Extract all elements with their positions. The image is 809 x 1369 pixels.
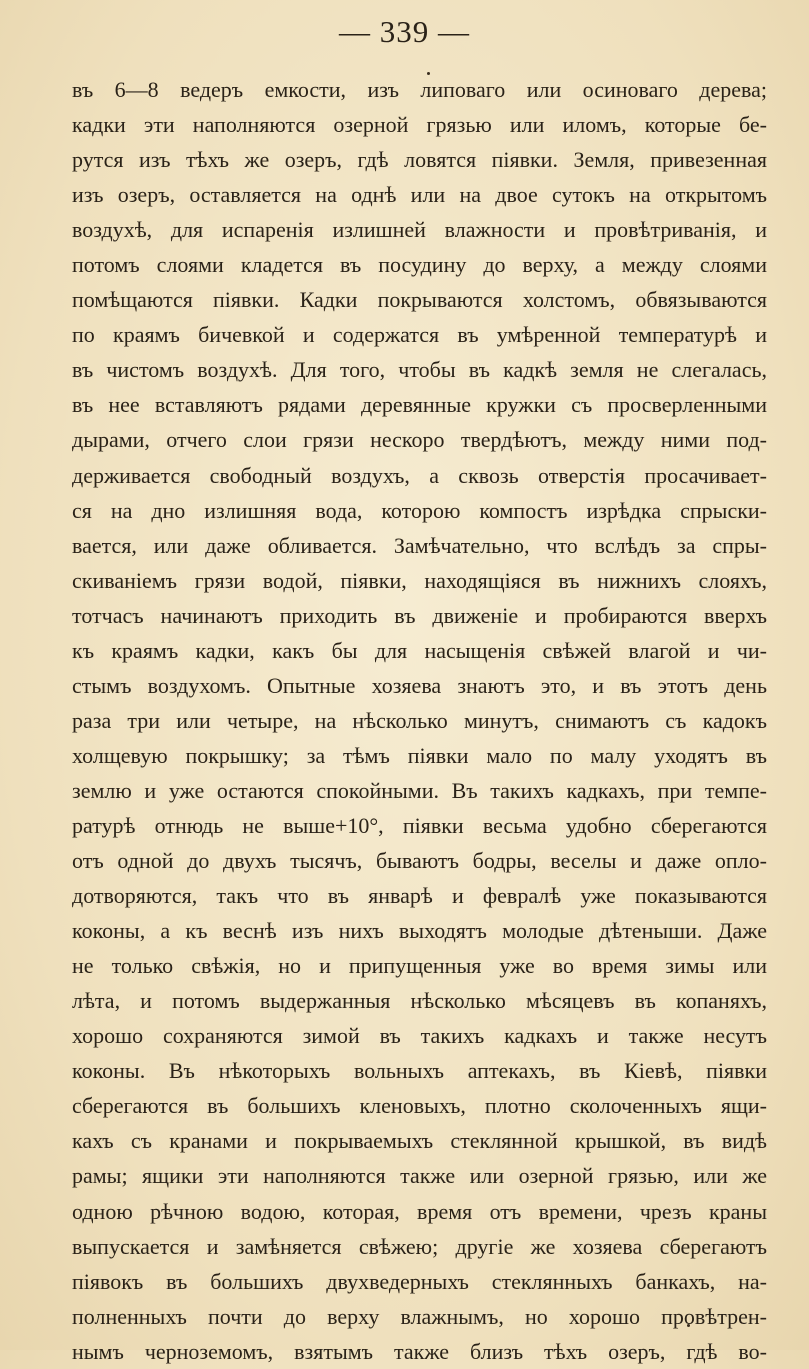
text-line: къ краямъ кадки, какъ бы для насыщенія свѣжей влагой и чи- — [72, 637, 767, 663]
text-line: по краямъ бичевкой и содержатся въ умѣренной температурѣ и — [72, 322, 767, 348]
text-line: хорошо сохраняются зимой въ такихъ кадкахъ и также несутъ — [72, 1023, 767, 1049]
text-line: въ чистомъ воздухѣ. Для того, чтобы въ кадкѣ земля не слегалась, — [72, 357, 767, 383]
text-line: коконы. Въ нѣкоторыхъ вольныхъ аптекахъ, въ Кіевѣ, піявки — [72, 1058, 767, 1084]
text-line: изъ озеръ, оставляется на однѣ или на двое сутокъ на открытомъ — [72, 182, 767, 208]
text-line: коконы, а къ веснѣ изъ нихъ выходятъ молодые дѣтеныши. Даже — [72, 918, 767, 944]
text-line: кадки эти наполняются озерной грязью или иломъ, которые бе- — [72, 112, 767, 138]
text-line: рутся изъ тѣхъ же озеръ, гдѣ ловятся піявки. Земля, привезенная — [72, 147, 767, 173]
text-line: дотворяются, такъ что въ январѣ и февралѣ уже показываются — [72, 883, 767, 909]
text-line: нымъ черноземомъ, взятымъ также близъ тѣхъ озеръ, гдѣ во- — [72, 1338, 767, 1364]
text-line: отъ одной до двухъ тысячъ, бываютъ бодры, веселы и даже опло- — [72, 848, 767, 874]
text-line: кахъ съ кранами и покрываемыхъ стеклянной крышкой, въ видѣ — [72, 1128, 767, 1154]
text-line: тотчасъ начинаютъ приходить въ движеніе и пробираются вверхъ — [72, 602, 767, 628]
page-number: — 339 — — [339, 14, 470, 49]
text-line: дырами, отчего слои грязи нескоро твердѣютъ, между ними под- — [72, 427, 767, 453]
text-line: ратурѣ отнюдь не выше+10°, піявки весьма удобно сберегаются — [72, 812, 767, 838]
text-line: лѣта, и потомъ выдержанныя нѣсколько мѣсяцевъ въ копаняхъ, — [72, 988, 767, 1014]
text-line: рамы; ящики эти наполняются также или озерной грязью, или же — [72, 1163, 767, 1189]
text-line: выпускается и замѣняется свѣжею; другіе же хозяева сберегаютъ — [72, 1233, 767, 1259]
text-line: скиваніемъ грязи водой, піявки, находящіяся въ нижнихъ слояхъ, — [72, 567, 767, 593]
text-line: раза три или четыре, на нѣсколько минутъ, снимаютъ съ кадокъ — [72, 707, 767, 733]
text-line: холщевую покрышку; за тѣмъ піявки мало по малу уходятъ въ — [72, 742, 767, 768]
text-line: полненныхъ почти до верху влажнымъ, но хорошо провѣтрен- — [72, 1303, 767, 1329]
body-text — [72, 72, 767, 1369]
text-line: помѣщаются піявки. Кадки покрываются холстомъ, обвязываются — [72, 287, 767, 313]
text-line: землю и уже остаются спокойными. Въ такихъ кадкахъ, при темпе- — [72, 777, 767, 803]
text-line: піявокъ въ большихъ двухведерныхъ стеклянныхъ банкахъ, на- — [72, 1268, 767, 1294]
text-line: не только свѣжія, но и припущенныя уже во время зимы или — [72, 953, 767, 979]
text-line: сберегаются въ большихъ кленовыхъ, плотно сколоченныхъ ящи- — [72, 1093, 767, 1119]
text-line: стымъ воздухомъ. Опытные хозяева знаютъ это, и въ этотъ день — [72, 672, 767, 698]
text-line: потомъ слоями кладется въ посудину до верху, а между слоями — [72, 252, 767, 278]
text-line: держивается свободный воздухъ, а сквозь отверстія просачивает- — [72, 462, 767, 488]
text-line: въ 6—8 ведеръ емкости, изъ липоваго или осиноваго дерева; — [72, 77, 767, 102]
text-line: воздухѣ, для испаренія излишней влажности и провѣтриванія, и — [72, 217, 767, 243]
text-line: ся на дно излишняя вода, которою компостъ изрѣдка спрыски- — [72, 497, 767, 523]
text-line: вается, или даже обливается. Замѣчательно, что вслѣдъ за спры- — [72, 532, 767, 558]
text-line: одною рѣчною водою, которая, время отъ времени, чрезъ краны — [72, 1198, 767, 1224]
text-line: въ нее вставляютъ рядами деревянные кружки съ просверленными — [72, 392, 767, 418]
